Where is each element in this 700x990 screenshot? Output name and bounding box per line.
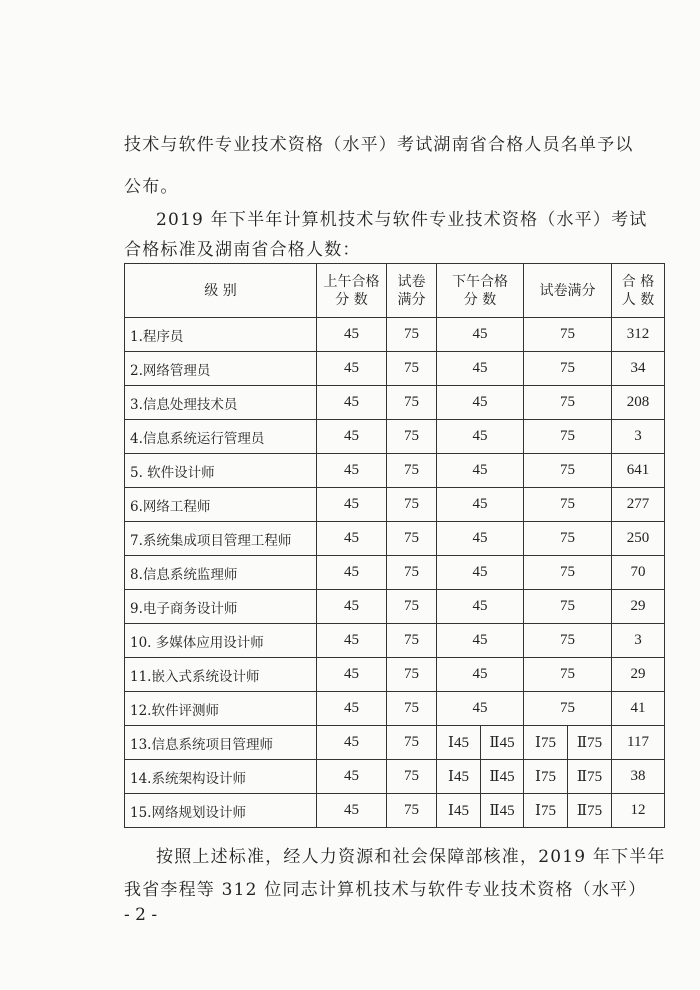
level-cell: 8.信息系统监理师 (125, 556, 317, 590)
am-full-cell: 75 (387, 488, 437, 522)
pm-full-cell: 75 (524, 624, 612, 658)
pm-full-cell: 75 (524, 318, 612, 352)
count-cell: 641 (612, 454, 665, 488)
table-row (125, 318, 665, 352)
level-cell: 12.软件评测师 (125, 692, 317, 726)
pm-full-cell: 75 (524, 658, 612, 692)
table-row (125, 454, 665, 488)
pm-pass-cell: 45 (437, 420, 524, 454)
count-cell: 250 (612, 522, 665, 556)
table-row (125, 726, 665, 760)
am-pass-cell: 45 (317, 760, 387, 794)
pm-pass-cell: 45 (437, 692, 524, 726)
am-full-cell: 75 (387, 352, 437, 386)
am-full-cell: 75 (387, 454, 437, 488)
am-pass-cell: 45 (317, 522, 387, 556)
table-row (125, 386, 665, 420)
am-pass-cell: 45 (317, 624, 387, 658)
am-full-cell: 75 (387, 420, 437, 454)
table-header-row (125, 264, 665, 318)
header-am-full: 试卷 满分 (387, 264, 437, 318)
pm-full-cell: 75 (524, 488, 612, 522)
header-am-pass: 上午合格 分 数 (317, 264, 387, 318)
table-row (125, 760, 665, 794)
pm-full-1-cell: Ⅰ75 (524, 760, 568, 794)
level-cell: 5. 软件设计师 (125, 454, 317, 488)
pm-full-2-cell: Ⅱ75 (568, 726, 612, 760)
pm-full-1-cell: Ⅰ75 (524, 726, 568, 760)
am-full-cell: 75 (387, 794, 437, 828)
count-cell: 277 (612, 488, 665, 522)
am-pass-cell: 45 (317, 794, 387, 828)
count-cell: 3 (612, 420, 665, 454)
am-full-cell: 75 (387, 522, 437, 556)
am-full-cell: 75 (387, 726, 437, 760)
table-row (125, 658, 665, 692)
table-row (125, 590, 665, 624)
level-cell: 15.网络规划设计师 (125, 794, 317, 828)
page-number: - 2 - (124, 905, 158, 925)
count-cell: 38 (612, 760, 665, 794)
qualification-table (124, 263, 665, 828)
pm-pass-cell: 45 (437, 522, 524, 556)
count-cell: 312 (612, 318, 665, 352)
pm-pass-1-cell: Ⅰ45 (437, 726, 481, 760)
am-pass-cell: 45 (317, 658, 387, 692)
count-cell: 29 (612, 590, 665, 624)
am-full-cell: 75 (387, 556, 437, 590)
table-row (125, 420, 665, 454)
count-cell: 208 (612, 386, 665, 420)
level-cell: 11.嵌入式系统设计师 (125, 658, 317, 692)
level-cell: 14.系统架构设计师 (125, 760, 317, 794)
count-cell: 12 (612, 794, 665, 828)
pm-pass-cell: 45 (437, 556, 524, 590)
am-pass-cell: 45 (317, 352, 387, 386)
am-pass-cell: 45 (317, 318, 387, 352)
am-full-cell: 75 (387, 590, 437, 624)
closing-line-1: 按照上述标准，经人力资源和社会保障部核准，2019 年下半年 (156, 847, 666, 867)
pm-pass-cell: 45 (437, 386, 524, 420)
am-full-cell: 75 (387, 386, 437, 420)
count-cell: 70 (612, 556, 665, 590)
count-cell: 3 (612, 624, 665, 658)
level-cell: 13.信息系统项目管理师 (125, 726, 317, 760)
intro-line-1: 技术与软件专业技术资格（水平）考试湖南省合格人员名单予以 (124, 135, 634, 155)
pm-full-cell: 75 (524, 692, 612, 726)
level-cell: 1.程序员 (125, 318, 317, 352)
level-cell: 6.网络工程师 (125, 488, 317, 522)
am-pass-cell: 45 (317, 590, 387, 624)
level-cell: 9.电子商务设计师 (125, 590, 317, 624)
pm-full-2-cell: Ⅱ75 (568, 794, 612, 828)
table-row (125, 352, 665, 386)
am-full-cell: 75 (387, 760, 437, 794)
level-cell: 10. 多媒体应用设计师 (125, 624, 317, 658)
pm-full-cell: 75 (524, 454, 612, 488)
pm-pass-cell: 45 (437, 658, 524, 692)
pm-pass-cell: 45 (437, 488, 524, 522)
am-pass-cell: 45 (317, 556, 387, 590)
table-row (125, 692, 665, 726)
table-row (125, 794, 665, 828)
pm-full-cell: 75 (524, 522, 612, 556)
pm-pass-2-cell: Ⅱ45 (481, 794, 524, 828)
am-pass-cell: 45 (317, 726, 387, 760)
pm-pass-cell: 45 (437, 454, 524, 488)
count-cell: 117 (612, 726, 665, 760)
table-row (125, 488, 665, 522)
pm-pass-2-cell: Ⅱ45 (481, 726, 524, 760)
closing-line-2: 我省李程等 312 位同志计算机技术与软件专业技术资格（水平） (124, 880, 647, 900)
pm-pass-1-cell: Ⅰ45 (437, 794, 481, 828)
am-full-cell: 75 (387, 318, 437, 352)
level-cell: 4.信息系统运行管理员 (125, 420, 317, 454)
pm-full-2-cell: Ⅱ75 (568, 760, 612, 794)
level-cell: 2.网络管理员 (125, 352, 317, 386)
am-full-cell: 75 (387, 692, 437, 726)
pm-pass-2-cell: Ⅱ45 (481, 760, 524, 794)
pm-full-cell: 75 (524, 386, 612, 420)
heading-line-2: 合格标准及湖南省合格人数： (124, 240, 361, 260)
am-pass-cell: 45 (317, 386, 387, 420)
am-pass-cell: 45 (317, 420, 387, 454)
am-full-cell: 75 (387, 658, 437, 692)
am-pass-cell: 45 (317, 488, 387, 522)
pm-full-1-cell: Ⅰ75 (524, 794, 568, 828)
table-row (125, 556, 665, 590)
pm-pass-cell: 45 (437, 318, 524, 352)
header-pm-full: 试卷满分 (524, 264, 612, 318)
heading-line-1: 2019 年下半年计算机技术与软件专业技术资格（水平）考试 (156, 210, 648, 230)
pm-full-cell: 75 (524, 556, 612, 590)
header-count: 合 格 人 数 (612, 264, 665, 318)
count-cell: 41 (612, 692, 665, 726)
header-level: 级 别 (125, 264, 317, 318)
am-pass-cell: 45 (317, 692, 387, 726)
am-pass-cell: 45 (317, 454, 387, 488)
table-row (125, 624, 665, 658)
am-full-cell: 75 (387, 624, 437, 658)
count-cell: 34 (612, 352, 665, 386)
header-pm-pass: 下午合格 分 数 (437, 264, 524, 318)
pm-pass-cell: 45 (437, 624, 524, 658)
pm-full-cell: 75 (524, 352, 612, 386)
count-cell: 29 (612, 658, 665, 692)
pm-full-cell: 75 (524, 590, 612, 624)
level-cell: 7.系统集成项目管理工程师 (125, 522, 317, 556)
pm-pass-cell: 45 (437, 352, 524, 386)
pm-pass-1-cell: Ⅰ45 (437, 760, 481, 794)
intro-line-2: 公布。 (124, 177, 179, 197)
level-cell: 3.信息处理技术员 (125, 386, 317, 420)
pm-pass-cell: 45 (437, 590, 524, 624)
table-row (125, 522, 665, 556)
pm-full-cell: 75 (524, 420, 612, 454)
